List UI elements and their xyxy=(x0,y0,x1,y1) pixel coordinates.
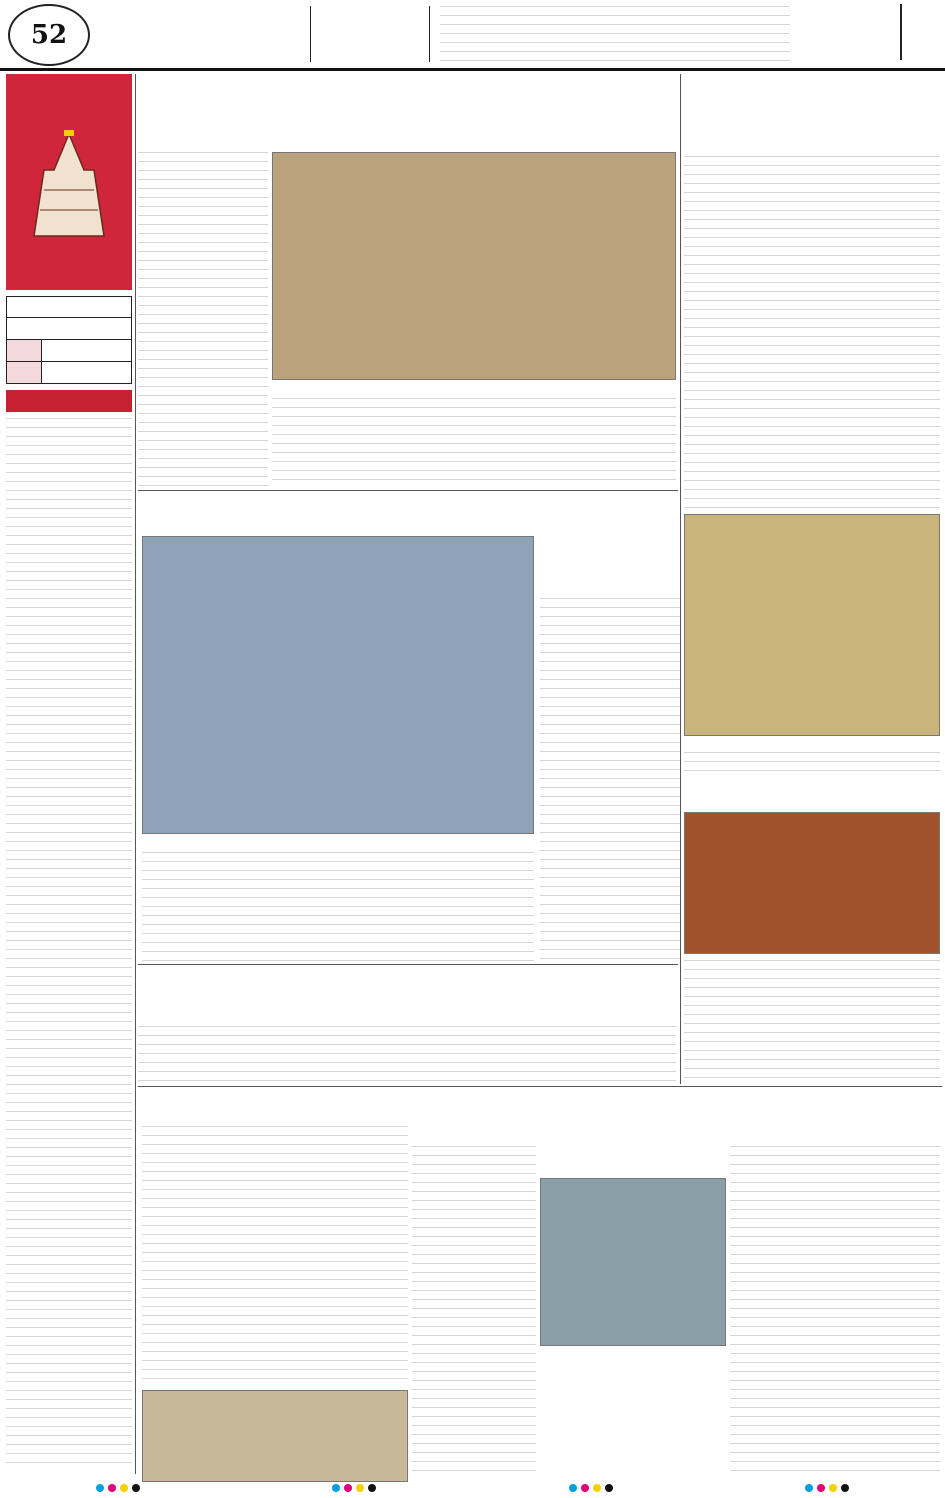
color-dots xyxy=(569,1484,613,1492)
gold-value xyxy=(42,340,131,361)
page-number xyxy=(900,4,940,60)
date-line xyxy=(110,10,300,54)
registration-dot xyxy=(368,1484,376,1492)
registration-dot xyxy=(356,1484,364,1492)
right-top-story-text xyxy=(684,156,940,508)
main-story-text xyxy=(138,152,268,488)
konark-group-photo xyxy=(142,536,534,834)
main-headline xyxy=(138,78,676,150)
middle-right-story-text xyxy=(540,598,680,962)
temple-visit-photo xyxy=(684,812,940,954)
right-third-headline xyxy=(684,774,940,814)
footer-registration-marks xyxy=(0,1478,945,1498)
protest-photo xyxy=(540,1178,726,1346)
registration-dot xyxy=(569,1484,577,1492)
row-divider xyxy=(138,490,678,491)
right-top-headline xyxy=(684,76,940,152)
bottom-main-story-text xyxy=(138,1026,676,1084)
registration-dot xyxy=(132,1484,140,1492)
silver-label xyxy=(7,362,42,383)
silver-value xyxy=(42,362,131,383)
registration-dot xyxy=(120,1484,128,1492)
registration-dot xyxy=(805,1484,813,1492)
sidebar-date xyxy=(6,296,132,318)
temple-illustration-icon xyxy=(14,130,124,240)
masthead-rule xyxy=(0,68,945,71)
column-divider xyxy=(680,74,681,1084)
gold-row xyxy=(6,340,132,362)
registration-dot xyxy=(344,1484,352,1492)
row-divider xyxy=(138,964,678,965)
bottom-right-headline xyxy=(412,1088,942,1144)
color-dots xyxy=(96,1484,140,1492)
right-second-headline xyxy=(540,556,940,596)
topic-box xyxy=(310,6,430,62)
middle-right-headline xyxy=(540,490,676,546)
bottom-right-story-text xyxy=(412,1146,536,1472)
registration-dot xyxy=(829,1484,837,1492)
registration-dot xyxy=(96,1484,104,1492)
column-divider xyxy=(135,74,136,1474)
row-divider xyxy=(138,1086,942,1087)
bottom-right-story-text-2 xyxy=(730,1146,940,1472)
registration-dot xyxy=(581,1484,589,1492)
registration-dot xyxy=(841,1484,849,1492)
sidebar-amount xyxy=(6,318,132,340)
registration-dot xyxy=(593,1484,601,1492)
topic-body xyxy=(440,6,790,62)
gold-label xyxy=(7,340,42,361)
color-dots xyxy=(805,1484,849,1492)
bottom-main-headline xyxy=(138,968,676,1024)
meeting-photo xyxy=(272,152,676,380)
brief-section-tag xyxy=(6,390,132,412)
konark-story-text xyxy=(142,852,534,962)
left-column-text xyxy=(6,418,132,1470)
anniversary-logo xyxy=(8,4,90,66)
anniversary-number: 52 xyxy=(30,20,68,50)
silver-row xyxy=(6,362,132,384)
registration-dot xyxy=(108,1484,116,1492)
right-second-story-text xyxy=(684,752,940,772)
kids-photo xyxy=(142,1390,408,1482)
main-story-text-2 xyxy=(272,398,676,488)
registration-dot xyxy=(332,1484,340,1492)
bottom-left-headline xyxy=(138,1090,414,1124)
right-third-story-text xyxy=(684,960,940,1080)
registration-dot xyxy=(605,1484,613,1492)
conference-photo xyxy=(684,514,940,736)
bottom-left-story-text xyxy=(142,1126,408,1386)
section-name xyxy=(800,4,895,60)
color-dots xyxy=(332,1484,376,1492)
registration-dot xyxy=(817,1484,825,1492)
